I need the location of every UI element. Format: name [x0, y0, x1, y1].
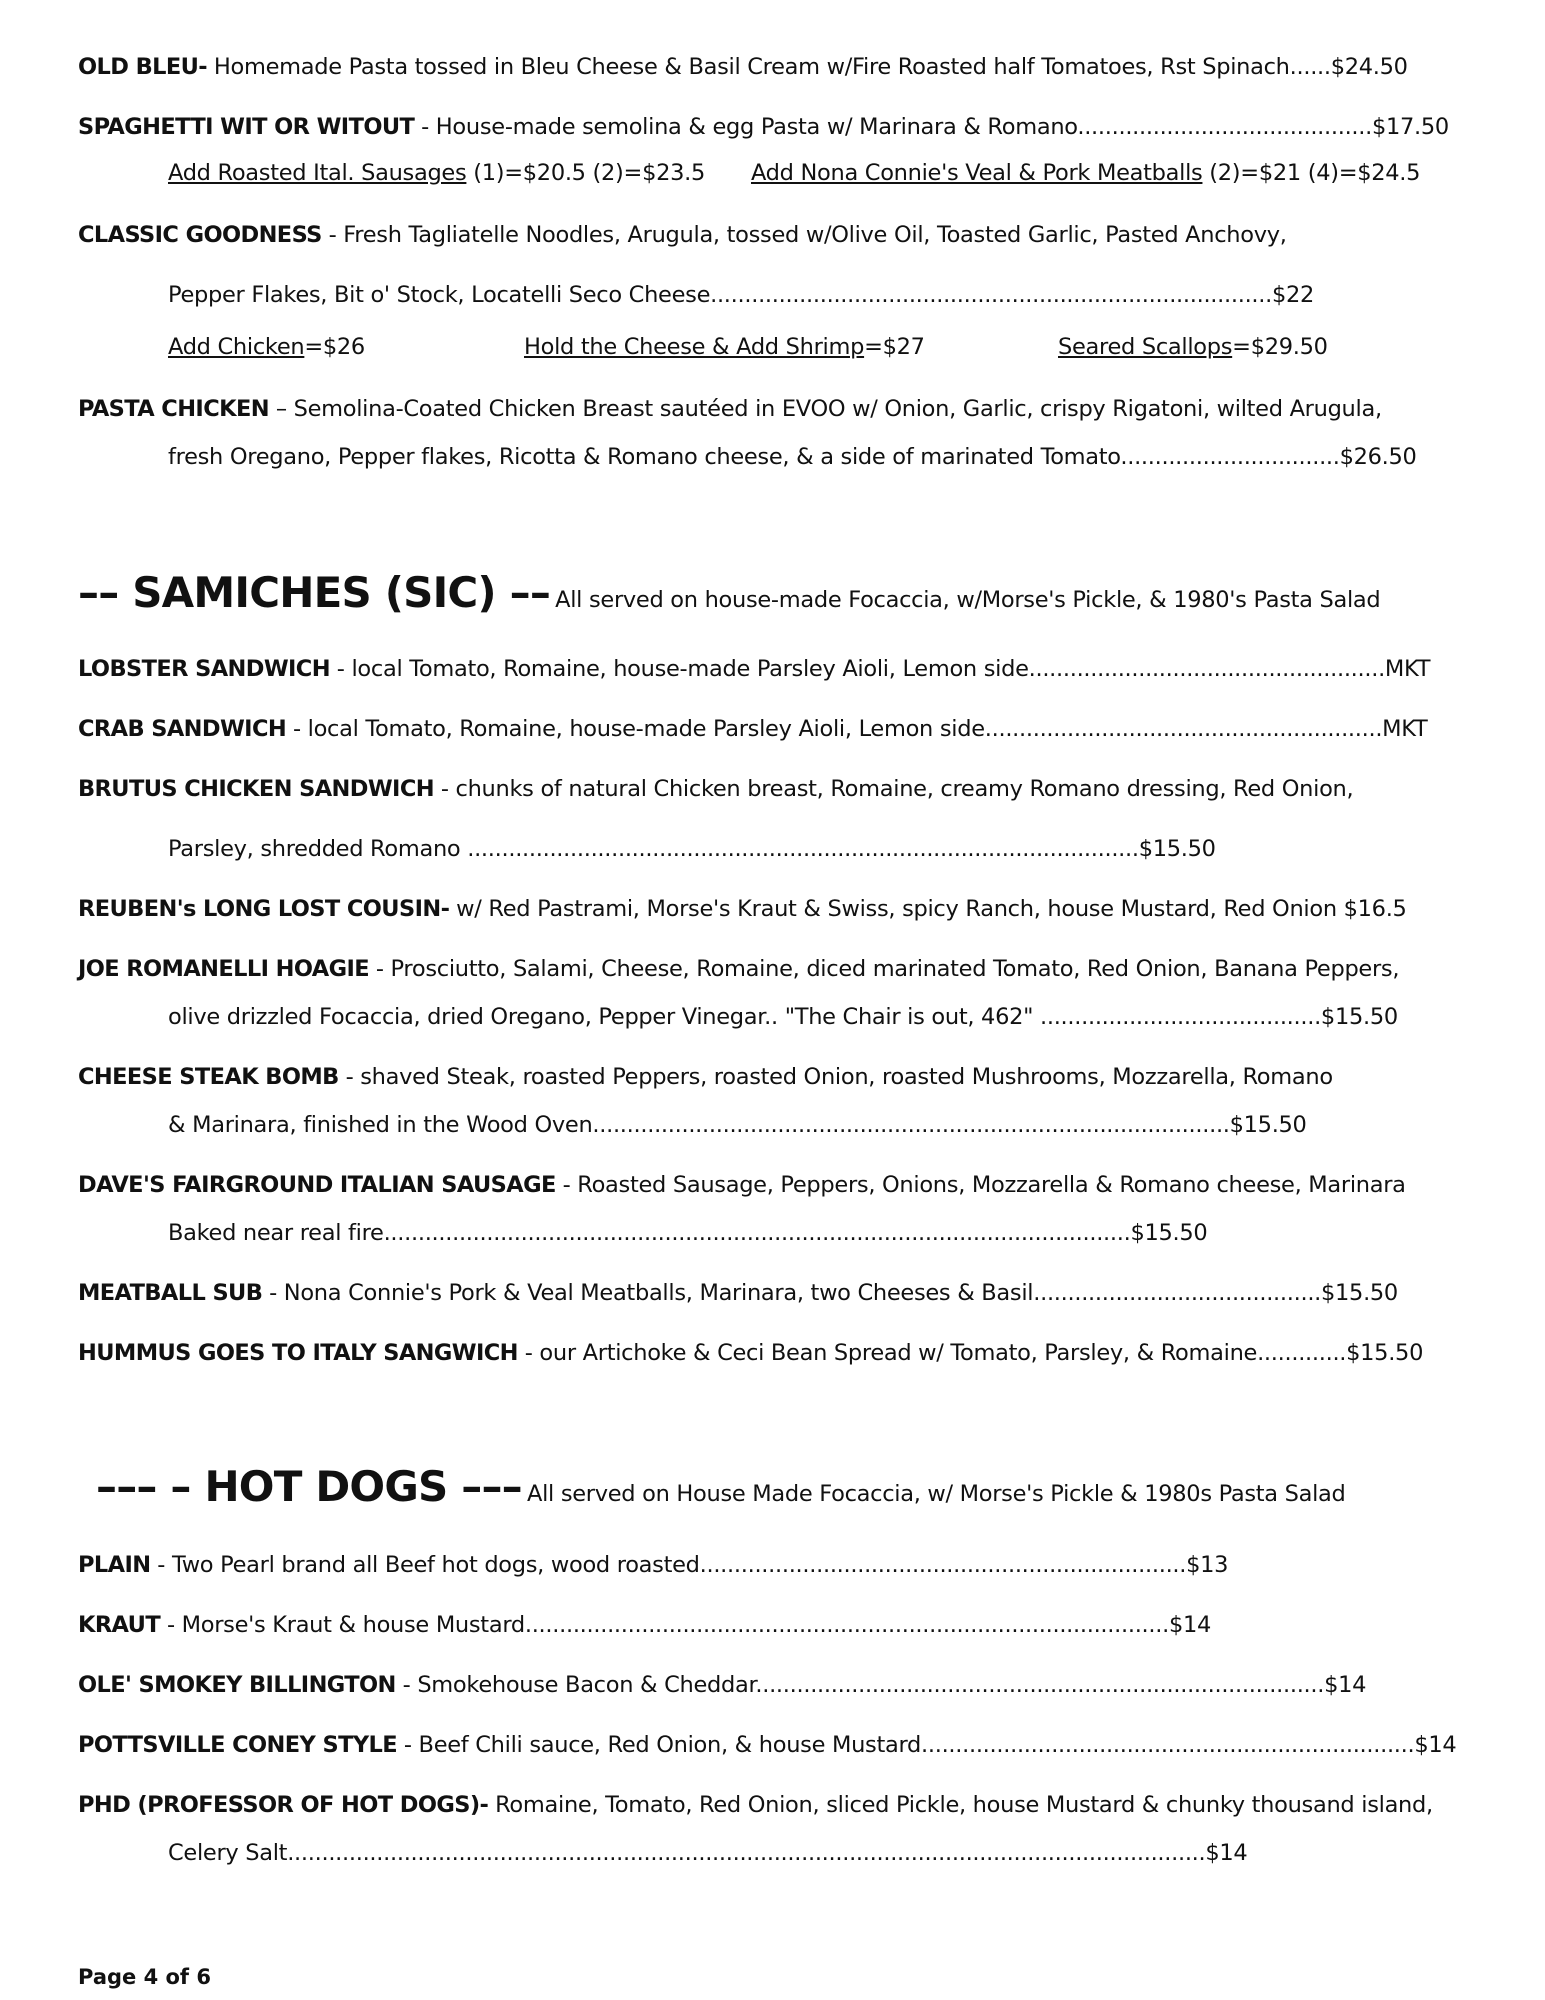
item-desc: - Beef Chili sauce, Red Onion, & house Mustard........................................................................$14 — [397, 1732, 1457, 1758]
spaghetti-addons — [168, 158, 1420, 188]
menu-item-classic-goodness — [78, 220, 1287, 250]
menu-item-smokey-billington — [78, 1670, 1366, 1700]
section-title: ––– – HOT DOGS ––– — [96, 1462, 522, 1511]
item-desc: - Nona Connie's Pork & Veal Meatballs, Marinara, two Cheeses & Basil..........................................$15.50 — [262, 1280, 1398, 1306]
item-name: KRAUT — [78, 1612, 161, 1638]
item-name: SPAGHETTI WIT OR WITOUT — [78, 114, 415, 140]
item-desc: Homemade Pasta tossed in Bleu Cheese & Basil Cream w/Fire Roasted half Tomatoes, Rst Spinach......$24.50 — [207, 54, 1408, 80]
item-desc: w/ Red Pastrami, Morse's Kraut & Swiss, spicy Ranch, house Mustard, Red Onion $16.5 — [449, 896, 1407, 922]
item-name: OLE' SMOKEY BILLINGTON — [78, 1672, 396, 1698]
addon-label: Add Roasted Ital. Sausages — [168, 160, 467, 186]
addon-label: Hold the Cheese & Add Shrimp — [524, 334, 865, 360]
item-desc-continued: Parsley, shredded Romano ..................................................................................................$15.50 — [168, 836, 1216, 862]
item-name: CRAB SANDWICH — [78, 716, 287, 742]
menu-item-reuben — [78, 894, 1407, 924]
item-desc: - shaved Steak, roasted Peppers, roasted Onion, roasted Mushrooms, Mozzarella, Romano — [338, 1064, 1333, 1090]
item-name: JOE ROMANELLI HOAGIE — [78, 956, 370, 982]
addon-price: (1)=$20.5 (2)=$23.5 — [466, 160, 705, 186]
section-subtitle: All served on House Made Focaccia, w/ Morse's Pickle & 1980s Pasta Salad — [526, 1481, 1346, 1507]
classic-addon-chicken — [168, 332, 365, 362]
item-name: MEATBALL SUB — [78, 1280, 263, 1306]
item-name: PASTA CHICKEN — [78, 396, 269, 422]
menu-item-phd-dog — [78, 1790, 1433, 1820]
section-header-samiches — [78, 568, 1380, 617]
item-desc: - Fresh Tagliatelle Noodles, Arugula, tossed w/Olive Oil, Toasted Garlic, Pasted Anchovy, — [321, 222, 1287, 248]
item-desc-continued: Pepper Flakes, Bit o' Stock, Locatelli Seco Cheese..................................................................................$22 — [168, 282, 1315, 308]
menu-item-hummus — [78, 1338, 1423, 1368]
menu-item-spaghetti — [78, 112, 1449, 142]
addon-label: Add Chicken — [168, 334, 305, 360]
item-name: POTTSVILLE CONEY STYLE — [78, 1732, 398, 1758]
addon-price: =$27 — [864, 334, 925, 360]
menu-item-daves-sausage — [78, 1170, 1406, 1200]
item-desc: - local Tomato, Romaine, house-made Parsley Aioli, Lemon side..........................................................MKT — [286, 716, 1428, 742]
menu-item-crab-sandwich — [78, 714, 1427, 744]
item-name: DAVE'S FAIRGROUND ITALIAN SAUSAGE — [78, 1172, 556, 1198]
item-name: CLASSIC GOODNESS — [78, 222, 322, 248]
menu-item-meatball-sub — [78, 1278, 1398, 1308]
item-name: PHD (PROFESSOR OF HOT DOGS)- — [78, 1792, 489, 1818]
item-desc: - local Tomato, Romaine, house-made Parsley Aioli, Lemon side....................................................MKT — [329, 656, 1431, 682]
menu-item-pottsville-coney — [78, 1730, 1456, 1760]
menu-item-pasta-chicken — [78, 394, 1382, 424]
item-name: PLAIN — [78, 1552, 151, 1578]
item-desc: - Morse's Kraut & house Mustard..............................................................................................$14 — [160, 1612, 1212, 1638]
item-desc: Romaine, Tomato, Red Onion, sliced Pickle, house Mustard & chunky thousand island, — [488, 1792, 1433, 1818]
item-desc-continued: & Marinara, finished in the Wood Oven.............................................................................................$15.50 — [168, 1112, 1307, 1138]
item-desc-continued: fresh Oregano, Pepper flakes, Ricotta & Romano cheese, & a side of marinated Tomato................................$26.50 — [168, 444, 1417, 470]
menu-item-cheese-steak — [78, 1062, 1333, 1092]
section-subtitle: All served on house-made Focaccia, w/Morse's Pickle, & 1980's Pasta Salad — [555, 587, 1381, 613]
item-desc: - Roasted Sausage, Peppers, Onions, Mozzarella & Romano cheese, Marinara — [555, 1172, 1406, 1198]
item-desc: - House-made semolina & egg Pasta w/ Marinara & Romano...........................................$17.50 — [414, 114, 1449, 140]
menu-item-brutus — [78, 774, 1353, 804]
item-desc-continued: Celery Salt......................................................................................................................................$14 — [168, 1840, 1248, 1866]
addon-label: Seared Scallops — [1058, 334, 1233, 360]
item-name: REUBEN's LONG LOST COUSIN- — [78, 896, 450, 922]
item-desc-continued: olive drizzled Focaccia, dried Oregano, Pepper Vinegar.. "The Chair is out, 462" .........................................$15.50 — [168, 1004, 1398, 1030]
item-name: CHEESE STEAK BOMB — [78, 1064, 339, 1090]
menu-item-lobster-sandwich — [78, 654, 1430, 684]
menu-item-plain-dog — [78, 1550, 1228, 1580]
menu-item-kraut-dog — [78, 1610, 1211, 1640]
item-desc: – Semolina-Coated Chicken Breast sautéed in EVOO w/ Onion, Garlic, crispy Rigatoni, wilted Arugula, — [268, 396, 1382, 422]
item-desc-continued: Baked near real fire.............................................................................................................$15.50 — [168, 1220, 1208, 1246]
item-desc: - chunks of natural Chicken breast, Romaine, creamy Romano dressing, Red Onion, — [433, 776, 1354, 802]
addon-price: (2)=$21 (4)=$24.5 — [1202, 160, 1421, 186]
addon-label: Add Nona Connie's Veal & Pork Meatballs — [750, 160, 1203, 186]
item-desc: - Smokehouse Bacon & Cheddar...................................................................................$14 — [395, 1672, 1367, 1698]
item-name: LOBSTER SANDWICH — [78, 656, 330, 682]
section-header-hot-dogs — [96, 1462, 1346, 1511]
classic-addon-shrimp — [524, 332, 925, 362]
item-name: BRUTUS CHICKEN SANDWICH — [78, 776, 434, 802]
item-name: OLD BLEU- — [78, 54, 208, 80]
page-number: Page 4 of 6 — [78, 1965, 211, 1989]
addon-price: =$26 — [304, 334, 365, 360]
section-title: –– SAMICHES (SIC) –– — [78, 568, 551, 617]
addon-price: =$29.50 — [1232, 334, 1328, 360]
classic-addon-scallops — [1058, 332, 1328, 362]
item-desc: - our Artichoke & Ceci Bean Spread w/ Tomato, Parsley, & Romaine.............$15.50 — [517, 1340, 1424, 1366]
item-desc: - Prosciutto, Salami, Cheese, Romaine, diced marinated Tomato, Red Onion, Banana Peppers, — [369, 956, 1400, 982]
menu-item-romanelli-hoagie — [78, 954, 1399, 984]
item-name: HUMMUS GOES TO ITALY SANGWICH — [78, 1340, 518, 1366]
menu-item-old-bleu — [78, 52, 1408, 82]
item-desc: - Two Pearl brand all Beef hot dogs, wood roasted.......................................................................$13 — [150, 1552, 1229, 1578]
